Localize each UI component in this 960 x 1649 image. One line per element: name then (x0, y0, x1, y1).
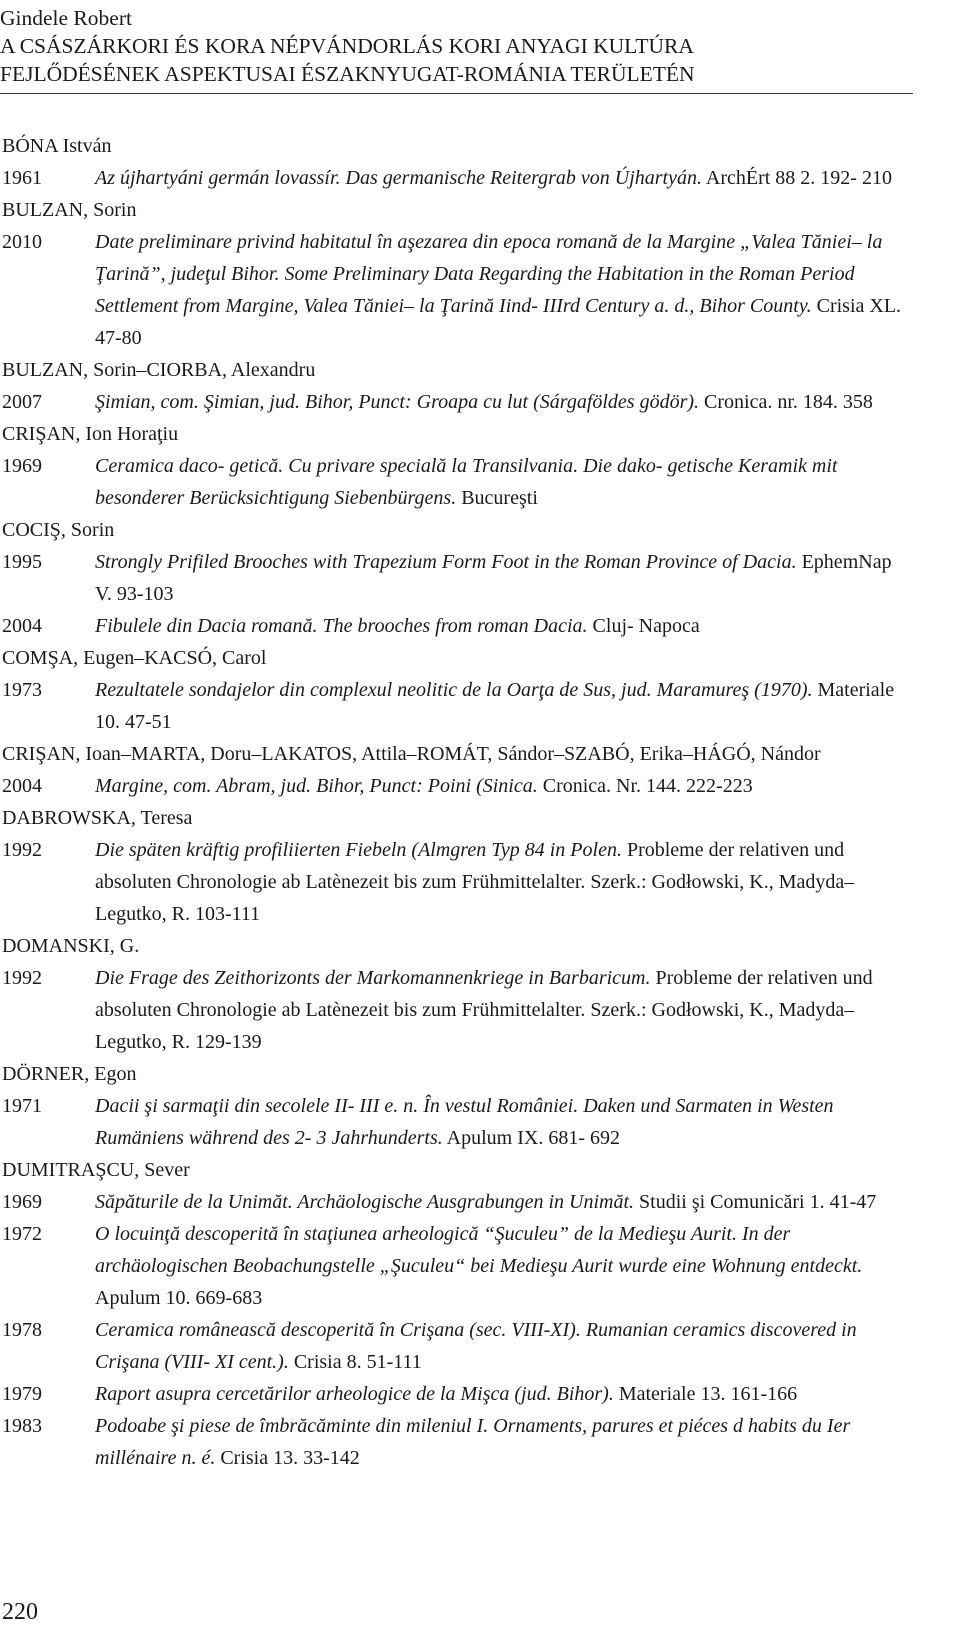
entry-title: Rezultatele sondajelor din complexul neolitic de la Oarţa de Sus, jud. Maramureş (1970). (95, 679, 813, 701)
entry-publication: Probleme der relativen und absoluten Chronologie ab Latènezeit bis zum Frühmittelalter. Szerk.: Godłowski, K., Madyda–Legutko, R. 129-139 (95, 967, 873, 1053)
entry-publication: Bucureşti (456, 487, 538, 509)
bibliography-entry (2, 386, 912, 418)
entry-publication: Cronica. Nr. 144. 222-223 (537, 775, 753, 797)
entry-year: 1972 (2, 1223, 42, 1245)
entry-text (95, 834, 912, 930)
entry-year: 1979 (2, 1383, 42, 1405)
entry-publication: Apulum 10. 669-683 (95, 1287, 263, 1309)
entry-title: Podoabe şi piese de îmbrăcăminte din mileniul I. Ornaments, parures et piéces d habits du Ier millénaire n. é. (95, 1415, 851, 1469)
entry-publication: Studii şi Comunicări 1. 41-47 (634, 1191, 877, 1213)
bibliography-entry (2, 546, 912, 610)
entry-publication: Cluj- Napoca (587, 615, 700, 637)
entry-title: Date preliminare privind habitatul în aşezarea din epoca romană de la Margine „Valea Tăniei– la Ţarină”, judeţul Bihor. Some Preliminary Data Regarding the Habitation in the Roman Period Settlement from Margine, Valea Tăniei– la Ţarină Iind- IIIrd Century a. d., Bihor County. (95, 231, 883, 317)
running-header (0, 4, 940, 88)
bibliography-entry (2, 450, 912, 514)
bibliography-entry (2, 162, 912, 194)
entry-year: 1978 (2, 1319, 42, 1341)
bibliography-author: DABROWSKA, Teresa (2, 807, 193, 829)
entry-text (95, 226, 912, 354)
entry-text (95, 450, 912, 514)
bibliography-entry (2, 1378, 912, 1410)
bibliography-entry (2, 962, 912, 1058)
entry-year: 2007 (2, 391, 42, 413)
bibliography-author: CRIŞAN, Ioan–MARTA, Doru–LAKATOS, Attila–ROMÁT, Sándor–SZABÓ, Erika–HÁGÓ, Nándor (2, 743, 821, 765)
entry-title: Strongly Prifiled Brooches with Trapezium Form Foot in the Roman Province of Dacia. (95, 551, 797, 573)
entry-year: 1969 (2, 455, 42, 477)
entry-title: Az újhartyáni germán lovassír. Das germanische Reitergrab von Újhartyán. (95, 167, 702, 189)
entry-title: Şimian, com. Şimian, jud. Bihor, Punct: Groapa cu lut (Sárgaföldes gödör). (95, 391, 700, 413)
bibliography-entry (2, 770, 912, 802)
bibliography-entry (2, 674, 912, 738)
entry-text (95, 610, 912, 642)
entry-publication: Crisia 8. 51-111 (288, 1351, 422, 1373)
entry-publication: ArchÉrt 88 2. 192- 210 (701, 167, 892, 189)
entry-title: Dacii şi sarmaţii din secolele II- III e. n. În vestul României. Daken und Sarmaten in Westen Rumäniens während des 2- 3 Jahrhunderts. (95, 1095, 834, 1149)
entry-text (95, 546, 912, 610)
entry-publication: Materiale 10. 47-51 (95, 679, 895, 733)
entry-title: Raport asupra cercetărilor arheologice de la Mişca (jud. Bihor). (95, 1383, 614, 1405)
bibliography-entry (2, 226, 912, 354)
entry-text (95, 1410, 912, 1474)
entry-year: 1971 (2, 1095, 42, 1117)
entry-text (95, 386, 912, 418)
bibliography-entry (2, 834, 912, 930)
entry-publication: Cronica. nr. 184. 358 (699, 391, 873, 413)
entry-title: Fibulele din Dacia romană. The brooches from roman Dacia. (95, 615, 588, 637)
entry-year: 1995 (2, 551, 42, 573)
header-author: Gindele Robert (0, 6, 132, 30)
bibliography-author: BULZAN, Sorin (2, 199, 137, 221)
entry-year: 2010 (2, 231, 42, 253)
entry-text (95, 162, 912, 194)
bibliography-author: CRIŞAN, Ion Horaţiu (2, 423, 179, 445)
bibliography-author: BULZAN, Sorin–CIORBA, Alexandru (2, 359, 316, 381)
entry-year: 1983 (2, 1415, 42, 1437)
entry-publication: Crisia XL. 47-80 (95, 295, 902, 349)
entry-year: 1992 (2, 839, 42, 861)
entry-publication: Probleme der relativen und absoluten Chronologie ab Latènezeit bis zum Frühmittelalter. Szerk.: Godłowski, K., Madyda–Legutko, R. 103-111 (95, 839, 855, 925)
entry-title: Margine, com. Abram, jud. Bihor, Punct: Poini (Sinica. (95, 775, 538, 797)
bibliography-entry (2, 610, 912, 642)
entry-title: Ceramica daco- getică. Cu privare specială la Transilvania. Die dako- getische Keramik mit besonderer Berücksichtigung Siebenbürgens. (95, 455, 838, 509)
entry-year: 2004 (2, 775, 42, 797)
bibliography-entry (2, 1410, 912, 1474)
bibliography-author: DOMANSKI, G. (2, 935, 140, 957)
entry-text (95, 1218, 912, 1314)
entry-year: 1961 (2, 167, 42, 189)
bibliography-author: BÓNA István (2, 135, 112, 157)
header-title-line-2: FEJLŐDÉSÉNEK ASPEKTUSAI ÉSZAKNYUGAT-ROMÁNIA TERÜLETÉN (0, 62, 695, 86)
entry-year: 1973 (2, 679, 42, 701)
entry-title: Săpăturile de la Unimăt. Archäologische Ausgrabungen in Unimăt. (95, 1191, 635, 1213)
entry-publication: Materiale 13. 161-166 (613, 1383, 798, 1405)
entry-publication: Crisia 13. 33-142 (215, 1447, 360, 1469)
bibliography-author: COMŞA, Eugen–KACSÓ, Carol (2, 647, 267, 669)
entry-publication: EphemNap V. 93-103 (95, 551, 892, 605)
header-divider (0, 93, 913, 94)
entry-title: Die Frage des Zeithorizonts der Markomannenkriege in Barbaricum. (95, 967, 651, 989)
bibliography-list (2, 130, 912, 1474)
entry-text (95, 1378, 912, 1410)
bibliography-entry (2, 1218, 912, 1314)
entry-title: O locuinţă descoperită în staţiunea arheologică “Şuculeu” de la Medieşu Aurit. In der archäologischen Beobachungstelle „Şuculeu“ bei Medieşu Aurit wurde eine Wohnung entdeckt. (95, 1223, 863, 1277)
entry-text (95, 1090, 912, 1154)
entry-year: 1992 (2, 967, 42, 989)
entry-title: Die späten kräftig profiliierten Fiebeln (Almgren Typ 84 in Polen. (95, 839, 622, 861)
bibliography-author: COCIŞ, Sorin (2, 519, 115, 541)
entry-text (95, 674, 912, 738)
entry-title: Ceramica românească descoperită în Crişana (sec. VIII-XI). Rumanian ceramics discovered in Crişana (VIII- XI cent.). (95, 1319, 857, 1373)
entry-year: 1969 (2, 1191, 42, 1213)
bibliography-author: DÖRNER, Egon (2, 1063, 137, 1085)
bibliography-entry (2, 1314, 912, 1378)
entry-text (95, 1314, 912, 1378)
entry-text (95, 770, 912, 802)
entry-text (95, 962, 912, 1058)
bibliography-entry (2, 1090, 912, 1154)
entry-text (95, 1186, 912, 1218)
entry-year: 2004 (2, 615, 42, 637)
header-title-line-1: A CSÁSZÁRKORI ÉS KORA NÉPVÁNDORLÁS KORI ANYAGI KULTÚRA (0, 34, 694, 58)
page-number: 220 (2, 1599, 38, 1625)
bibliography-author: DUMITRAŞCU, Sever (2, 1159, 190, 1181)
bibliography-entry (2, 1186, 912, 1218)
entry-publication: Apulum IX. 681- 692 (442, 1127, 620, 1149)
